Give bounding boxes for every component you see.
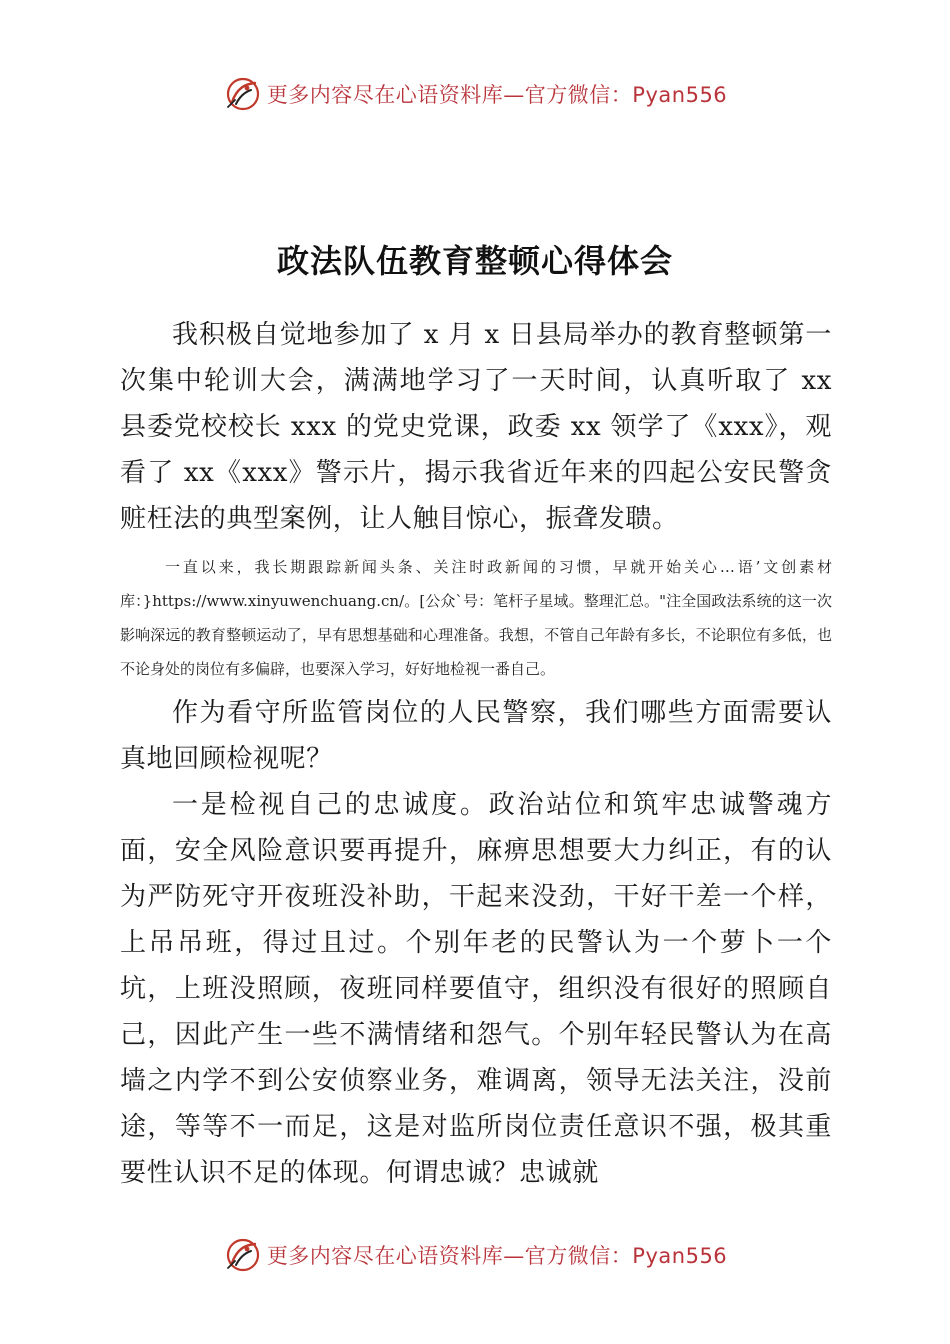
paragraph-small: 一直以来，我长期跟踪新闻头条、关注时政新闻的习惯，早就开始关心…语’文创素材库：}https://www.xinyuwenchuang.cn/。[公众`号：笔杆子星域。整理汇总。"注全国政法系统的这一次影响深远的教育整顿运动了，早有思想基础和心理准备。我想，不管自己年龄有多长，不论职位有多低，也不论身处的岗位有多偏辟，也要深入学习，好好地检视一番自己。 [120, 558, 832, 678]
paragraph: 我积极自觉地参加了 x 月 x 日县局举办的教育整顿第一次集中轮训大会，满满地学习了一天时间，认真听取了 xx 县委党校校长 xxx 的党史党课，政委 xx 领学了《xxx》，观看了 xx《xxx》警示片，揭示我省近年来的四起公安民警贪赃枉法的典型案例，让人触目惊心，振聋发聩。 [120, 320, 832, 534]
document-body [120, 312, 832, 1196]
paragraph: 一是检视自己的忠诚度。政治站位和筑牢忠诚警魂方面，安全风险意识要再提升，麻痹思想要大力纠正，有的认为严防死守开夜班没补助，干起来没劲，干好干差一个样，上吊吊班，得过且过。个别年老的民警认为一个萝卜一个坑，上班没照顾，夜班同样要值守，组织没有很好的照顾自己，因此产生一些不满情绪和怨气。个别年轻民警认为在高墙之内学不到公安侦察业务，难调离，领导无法关注，没前途，等等不一而足，这是对监所岗位责任意识不强，极其重要性认识不足的体现。何谓忠诚？忠诚就 [120, 790, 832, 1188]
footer-banner [0, 1233, 950, 1277]
logo-icon [223, 74, 263, 114]
logo-icon [223, 1235, 263, 1275]
header-banner [0, 72, 950, 116]
footer-banner-text: 更多内容尽在心语资料库—官方微信：Pyan556 [266, 1244, 728, 1268]
paragraph: 作为看守所监管岗位的人民警察，我们哪些方面需要认真地回顾检视呢？ [120, 698, 832, 774]
document-title: 政法队伍教育整顿心得体会 [276, 242, 673, 280]
header-banner-text: 更多内容尽在心语资料库—官方微信：Pyan556 [266, 83, 728, 107]
